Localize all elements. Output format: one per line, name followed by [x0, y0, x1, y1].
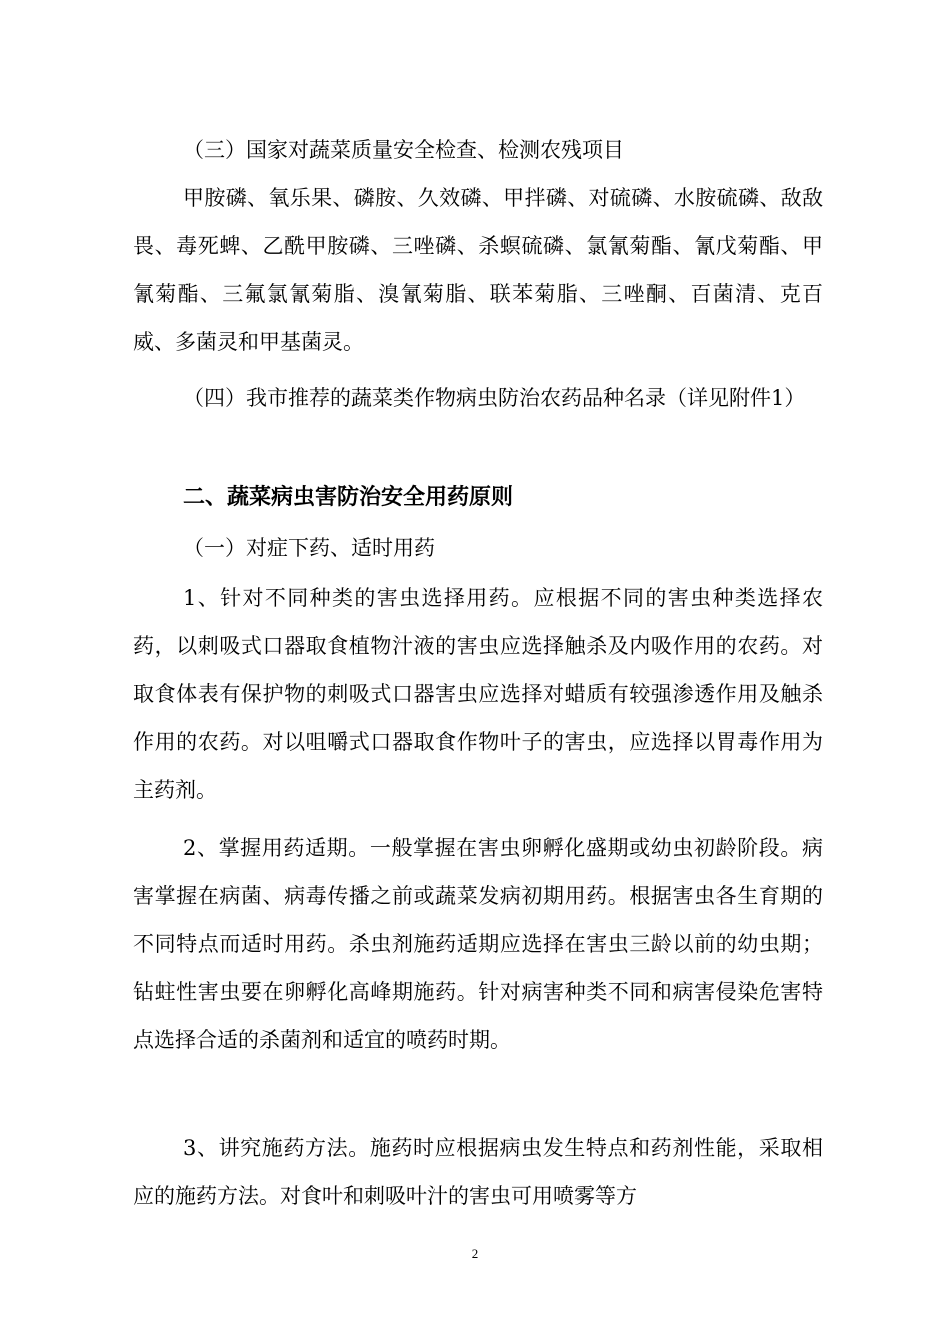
item-1-paragraph: 1、针对不同种类的害虫选择用药。应根据不同的害虫种类选择农药，以刺吸式口器取食植物汁液的害虫应选择触杀及内吸作用的农药。对取食体表有保护物的刺吸式口器害虫应选择对蜡质有较强渗透作用及触杀作用的农药。对以咀嚼式口器取食作物叶子的害虫，应选择以胃毒作用为主药剂。 — [133, 586, 823, 802]
subsection-1-heading: （一）对症下药、适时用药 — [183, 536, 435, 560]
item-2-paragraph: 2、掌握用药适期。一般掌握在害虫卵孵化盛期或幼虫初龄阶段。病害掌握在病菌、病毒传播之前或蔬菜发病初期用药。根据害虫各生育期的不同特点而适时用药。杀虫剂施药适期应选择在害虫三龄以前的幼虫期；钻蛀性害虫要在卵孵化高峰期施药。针对病害种类不同和病害侵染危害特点选择合适的杀菌剂和适宜的喷药时期。 — [133, 836, 823, 1052]
chapter-2-heading: 二、蔬菜病虫害防治安全用药原则 — [183, 485, 514, 510]
section-4-heading: （四）我市推荐的蔬菜类作物病虫防治农药品种名录（详见附件1） — [183, 386, 806, 410]
pesticide-list-paragraph: 甲胺磷、氧乐果、磷胺、久效磷、甲拌磷、对硫磷、水胺硫磷、敌敌畏、毒死蜱、乙酰甲胺磷、三唑磷、杀螟硫磷、氯氰菊酯、氰戊菊酯、甲氰菊酯、三氟氯氰菊脂、溴氰菊脂、联苯菊脂、三唑酮、百菌清、克百威、多菌灵和甲基菌灵。 — [133, 186, 823, 354]
page-number: 2 — [471, 1246, 479, 1261]
item-3-paragraph: 3、讲究施药方法。施药时应根据病虫发生特点和药剂性能，采取相应的施药方法。对食叶和刺吸叶汁的害虫可用喷雾等方 — [133, 1136, 823, 1208]
section-3-heading: （三）国家对蔬菜质量安全检查、检测农残项目 — [183, 138, 624, 162]
